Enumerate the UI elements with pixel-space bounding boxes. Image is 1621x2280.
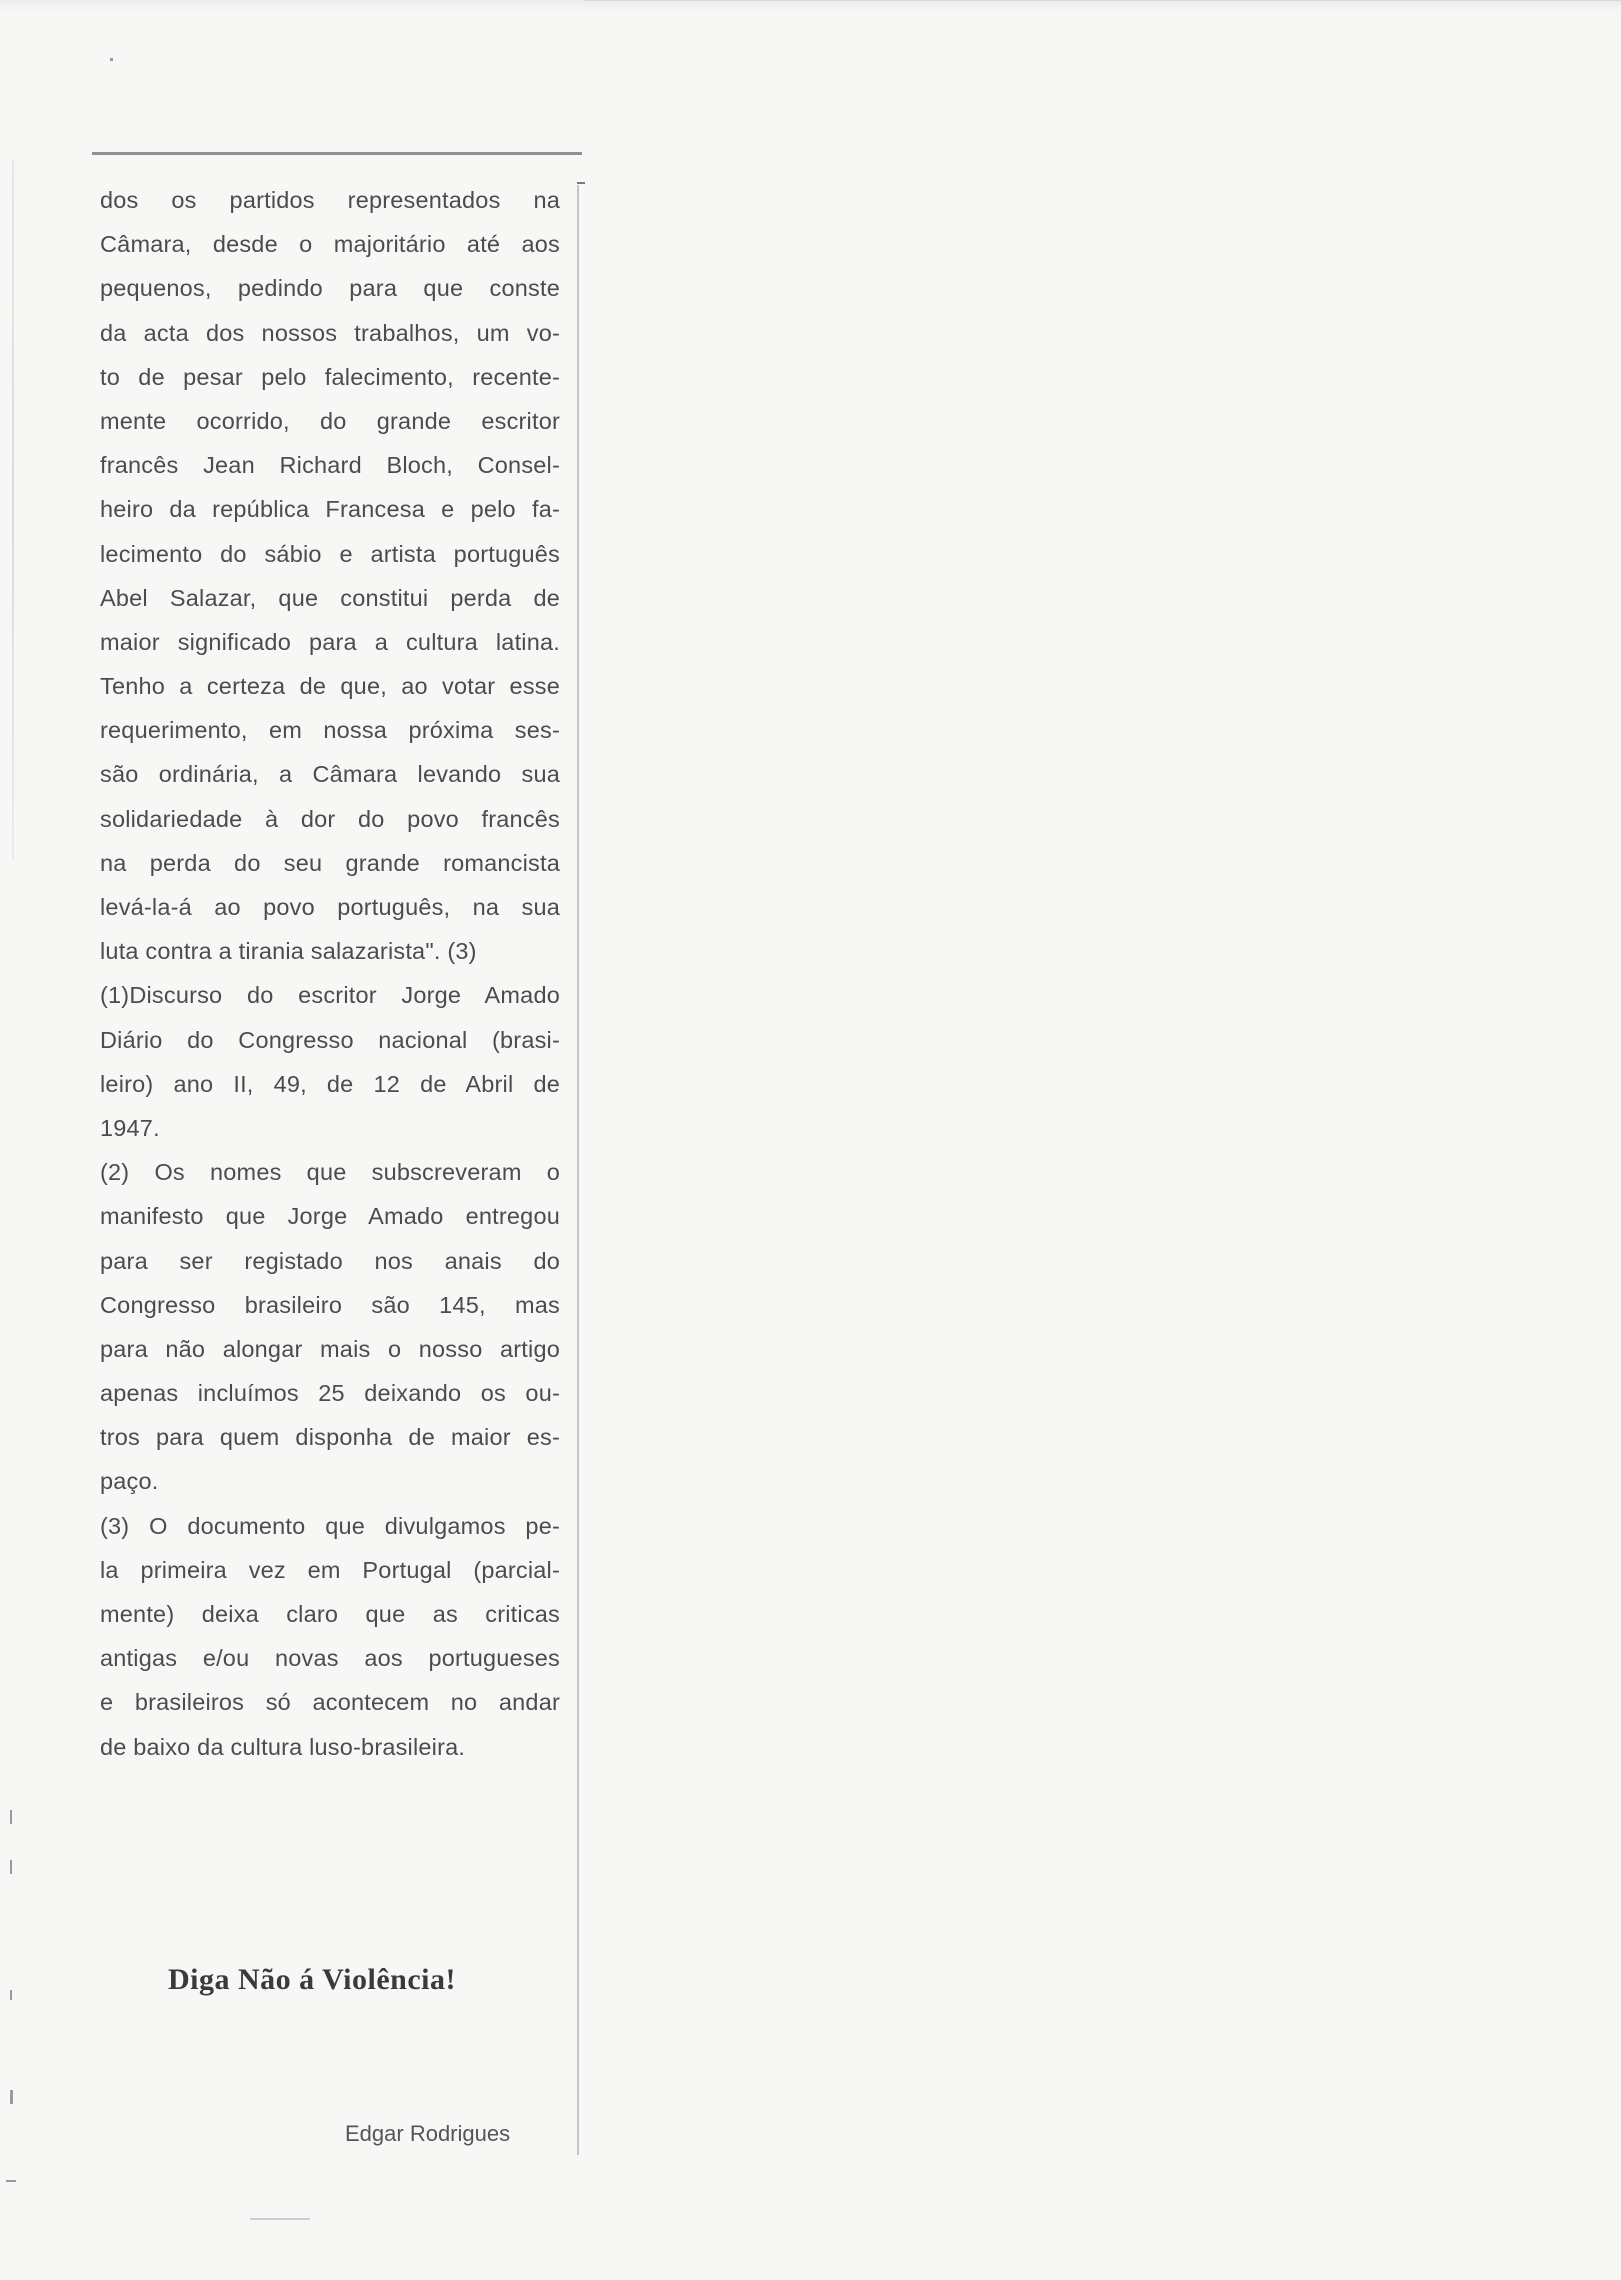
scan-speck [10,1990,12,2000]
article-line: solidariedade à dor do povo francês [100,805,560,832]
column-right-rule [577,185,579,2155]
scan-edge [0,0,1621,12]
article-line: requerimento, em nossa próxima ses- [100,717,560,744]
article-line: Abel Salazar, que constitui perda de [100,584,560,611]
article-line: na perda do seu grande romancista [100,849,560,876]
article-line: luta contra a tirania salazarista". (3) [100,938,477,965]
article-line: da acta dos nossos trabalhos, um vo- [100,319,560,346]
margin-shadow [12,160,14,860]
article-line: (1)Discurso do escritor Jorge Amado [100,982,560,1009]
article-line: levá-la-á ao povo português, na sua [100,894,560,920]
article-line: mente) deixa claro que as criticas [100,1601,560,1627]
scan-speck [10,2090,13,2104]
column-top-rule [92,152,582,155]
author-signature: Edgar Rodrigues [345,2121,511,2146]
article-line: Tenho a certeza de que, ao votar esse [100,673,560,700]
article-line: mente ocorrido, do grande escritor [100,407,560,434]
article-line: heiro da república Francesa e pelo fa- [100,496,560,523]
scan-speck [110,58,113,61]
scan-speck [6,2180,16,2182]
article-line: 1947. [100,1114,160,1141]
article-line: paço. [100,1468,159,1495]
article-line: Congresso brasileiro são 145, mas [100,1291,560,1318]
article-line: to de pesar pelo falecimento, recente- [100,363,560,390]
article-line: para não alongar mais o nosso artigo [100,1335,560,1362]
article-line: lecimento do sábio e artista português [100,540,560,567]
article-line: (3) O documento que divulgamos pe- [100,1512,560,1539]
article-line: são ordinária, a Câmara levando sua [100,761,560,788]
article-line: (2) Os nomes que subscreveram o [100,1159,560,1186]
article-line: tros para quem disponha de maior es- [100,1424,560,1451]
column-right-tick [577,182,585,184]
article-line: pequenos, pedindo para que conste [100,275,560,302]
slogan-headline: Diga Não á Violência! [168,1963,456,1996]
article-line: e brasileiros só acontecem no andar [100,1689,560,1716]
article-line: dos os partidos representados na [100,187,560,213]
article-line: Diário do Congresso nacional (brasi- [100,1026,560,1053]
article-line: de baixo da cultura luso-brasileira. [100,1733,466,1760]
article-line: Câmara, desde o majoritário até aos [100,231,560,258]
article-line: maior significado para a cultura latina. [100,628,560,655]
article-line: la primeira vez em Portugal (parcial- [100,1556,560,1583]
article-line: francês Jean Richard Bloch, Consel- [100,452,560,479]
scan-speck [10,1810,12,1824]
scan-fold-line [585,0,1621,1]
article-line: leiro) ano II, 49, de 12 de Abril de [100,1070,560,1097]
bottom-scan-mark [250,2218,310,2220]
article-line: apenas incluímos 25 deixando os ou- [100,1380,560,1407]
scan-speck [10,1860,12,1874]
article-line: antigas e/ou novas aos portugueses [100,1645,560,1672]
article-column [100,178,560,1769]
article-line: manifesto que Jorge Amado entregou [100,1203,560,1230]
article-line: para ser registado nos anais do [100,1247,560,1274]
